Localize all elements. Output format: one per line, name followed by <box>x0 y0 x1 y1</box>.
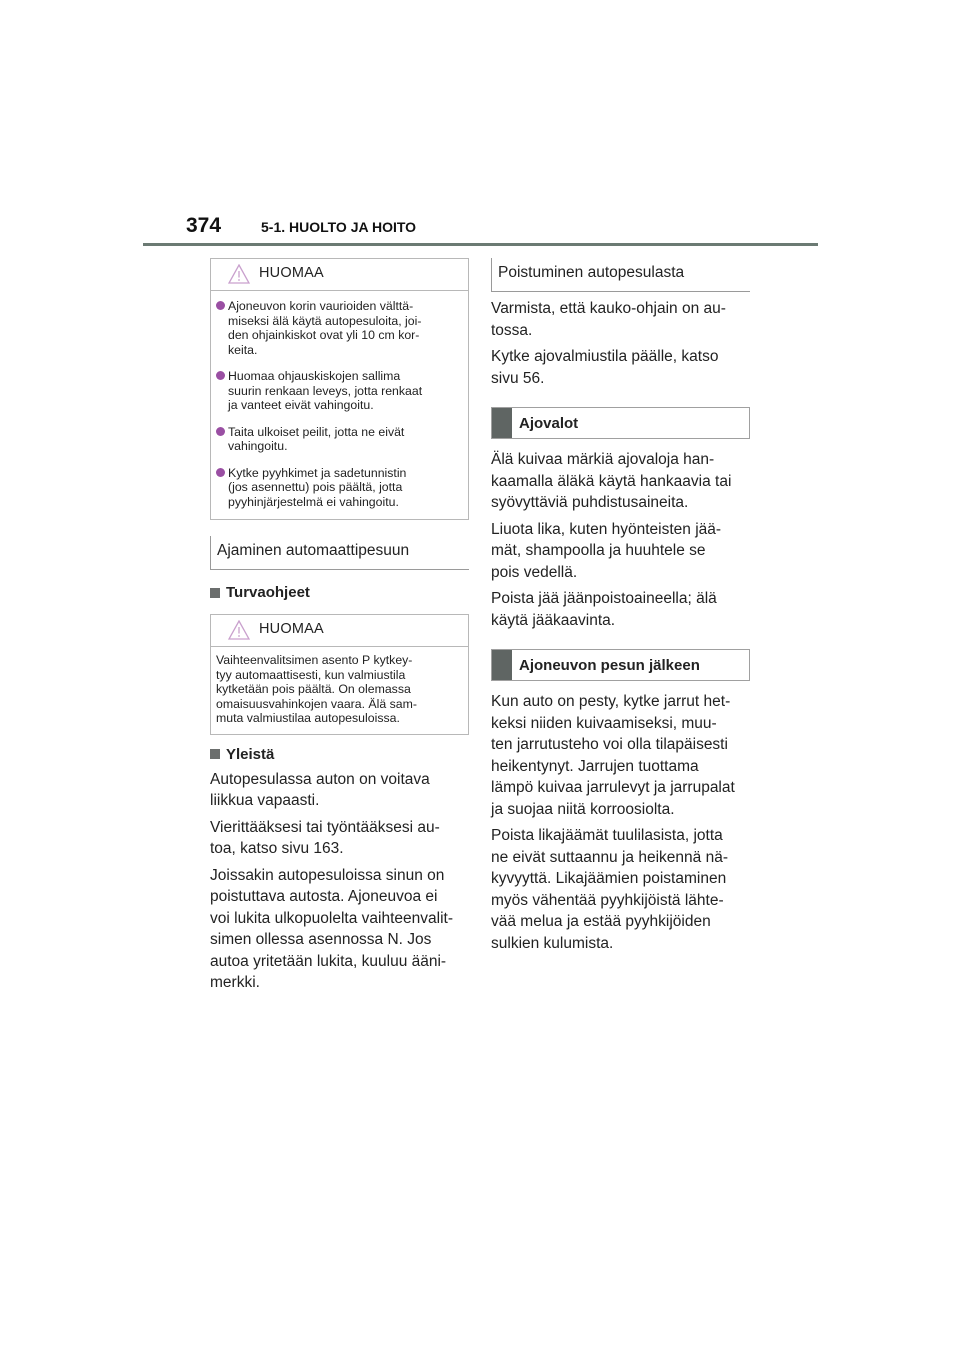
section-title: 5-1. HUOLTO JA HOITO <box>261 219 417 235</box>
paragraph: Älä kuivaa märkiä ajovaloja han- kaamalla äläkä käytä hankaavia tai syövyttäviä puhdistusaineita. <box>491 451 732 511</box>
square-bullet-icon <box>210 749 220 759</box>
notice-bullet <box>216 466 458 510</box>
heading-bar <box>492 408 512 438</box>
subheading-text: Turvaohjeet <box>226 584 310 601</box>
left-column <box>210 258 469 994</box>
bullet-text: Huomaa ohjauskiskojen sallima suurin renkaan leveys, jotta renkaat ja vanteet eivät vahingoitu. <box>228 369 423 412</box>
notice-header <box>211 259 468 291</box>
heading-text: Ajovalot <box>519 414 579 432</box>
subheading-safety <box>210 584 469 601</box>
bullet-icon <box>216 301 225 310</box>
heading-exit-wash: Poistuminen autopesulasta <box>491 258 750 292</box>
heading-bar <box>492 650 512 680</box>
notice-bullet <box>216 299 458 357</box>
page-number: 374 <box>186 214 222 237</box>
bullet-icon <box>216 371 225 380</box>
paragraph: Varmista, että kauko-ohjain on au- tossa. <box>491 300 726 339</box>
heading-headlights <box>491 407 750 439</box>
subheading-general <box>210 746 469 763</box>
warning-icon <box>228 264 250 284</box>
paragraph: Poista likajäämät tuulilasista, jotta ne eivät suttaannu ja heikennä nä- kyvyyttä. Likajäämien poistaminen myös vähentää pyyhkijöistä lähte- vää melua ja estää pyyhkijöiden sulkien kulumista. <box>491 827 728 952</box>
notice-bullet <box>216 425 458 454</box>
subheading-text: Yleistä <box>226 745 275 763</box>
notice-bullet <box>216 369 458 413</box>
paragraph: Autopesulassa auton on voitava liikkua vapaasti. <box>210 770 430 809</box>
heading-text: Ajoneuvon pesun jälkeen <box>519 656 700 674</box>
header-divider <box>143 243 818 246</box>
notice-title: HUOMAA <box>259 621 324 637</box>
heading-after-wash <box>491 649 750 681</box>
warning-icon <box>228 620 250 640</box>
bullet-text: Taita ulkoiset peilit, jotta ne eivät vahingoitu. <box>228 424 405 453</box>
notice-body <box>211 291 468 519</box>
heading-auto-wash: Ajaminen automaattipesuun <box>210 536 469 570</box>
square-bullet-icon <box>210 588 220 598</box>
paragraph: Poista jää jäänpoistoaineella; älä käytä jääkaavinta. <box>491 590 717 629</box>
paragraph: Joissakin autopesuloissa sinun on poistuttava autosta. Ajoneuvoa ei voi lukita ulkopuolelta vaihteenvalit- simen ollessa asennossa N. Jos autoa yritetään lukita, kuuluu ääni- merkki. <box>210 866 453 991</box>
notice-title: HUOMAA <box>259 265 324 281</box>
notice-text: Vaihteenvalitsimen asento P kytkey- tyy automaattisesti, kun valmiustila kytketään pois päältä. On olemassa omaisuusvahinkojen vaara. Älä sam- muta valmiustilaa autopesuloissa. <box>216 653 417 725</box>
page-header <box>0 0 960 250</box>
paragraph: Kun auto on pesty, kytke jarrut het- keksi niiden kuivaamiseksi, muu- ten jarrutusteho voi olla tilapäisesti heikentynyt. Jarrujen tuottama lämpö kuivaa jarrulevyt ja jarrupalat ja suojaa niitä korroosiolta. <box>491 693 735 818</box>
bullet-text: Ajoneuvon korin vaurioiden välttä- miseksi älä käytä autopesuloita, joi- den ohjainkiskot ovat yli 10 cm kor- keita. <box>228 299 422 357</box>
bullet-icon <box>216 468 225 477</box>
paragraph: Vierittääksesi tai työntääksesi au- toa, katso sivu 163. <box>210 818 440 857</box>
notice-header <box>211 615 468 647</box>
paragraph: Liuota lika, kuten hyönteisten jää- mät, shampoolla ja huuhtele se pois vedellä. <box>491 520 722 581</box>
bullet-text: Kytke pyyhkimet ja sadetunnistin (jos asennettu) pois päältä, jotta pyyhinjärjestelmä ei vahingoitu. <box>228 465 407 509</box>
bullet-icon <box>216 427 225 436</box>
right-column <box>491 258 750 954</box>
paragraph: Kytke ajovalmiustila päälle, katso sivu 56. <box>491 348 719 387</box>
notice-box-1 <box>210 258 469 520</box>
notice-box-2 <box>210 614 469 735</box>
